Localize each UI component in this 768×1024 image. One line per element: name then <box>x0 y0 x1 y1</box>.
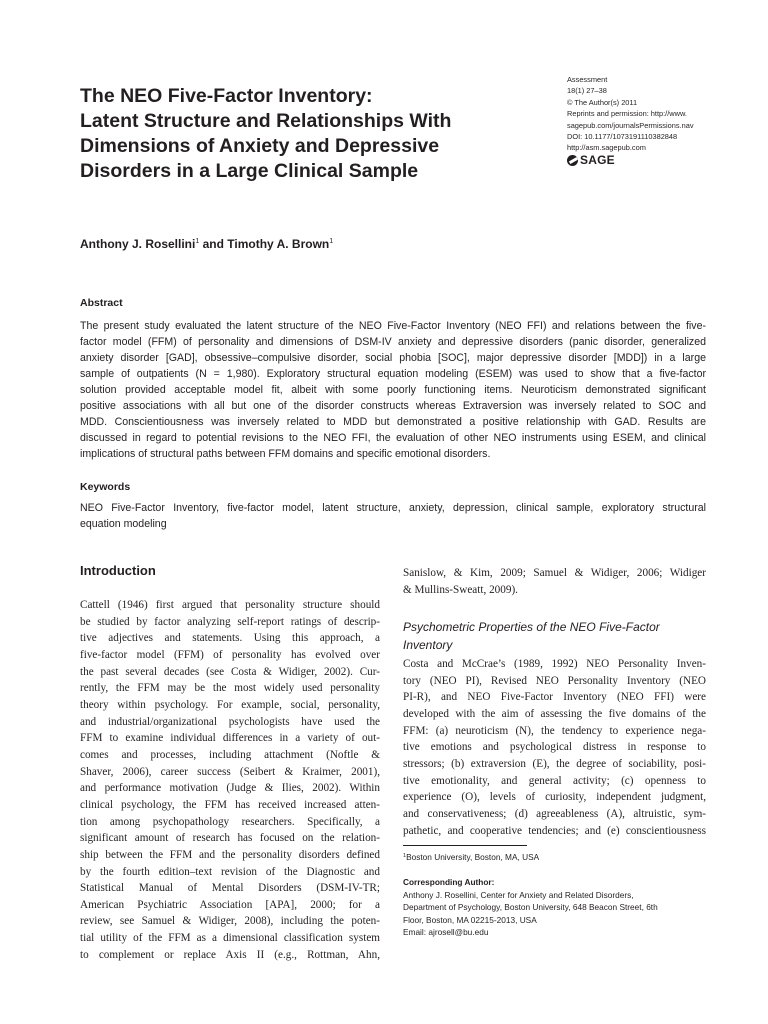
introduction-right-column <box>403 565 706 598</box>
keywords-line: NEO Five-Factor Inventory, five-factor model, latent structure, anxiety, depression, clinical sample, exploratory structural <box>80 502 706 514</box>
body-line: experience (O), levels of curiosity, independent judgment, <box>403 791 706 804</box>
abstract-line: discussed in regard to potential revisions to the NEO FFI, the evaluation of other NEO instruments using ESEM, and clinical <box>80 432 706 444</box>
footnote-divider <box>403 845 527 846</box>
body-line: review, see Samuel & Widiger, 2008), including the poten- <box>80 915 380 928</box>
journal-info <box>567 74 737 166</box>
body-line: tive adjectives and statements. Using this approach, a <box>80 632 380 645</box>
title-line: Disorders in a Large Clinical Sample <box>80 160 419 182</box>
body-line: & Mullins-Sweatt, 2009). <box>403 583 518 596</box>
abstract-line: solution provided acceptable model fit, albeit with some poorly functioning items. Neuroticism demonstrated significant <box>80 384 706 396</box>
body-line: five-factor model (FFM) of personality has evolved over <box>80 648 380 661</box>
affiliation-marker: 1 <box>195 238 200 245</box>
body-line: Sanislow, & Kim, 2009; Samuel & Widiger, 2006; Widiger <box>403 567 706 579</box>
publisher-name: SAGE <box>580 152 615 167</box>
abstract-line: MDD. Conscientiousness was inversely related to MDD but demonstrated a positive relationship with GAD. Results are <box>80 416 706 428</box>
body-line: rently, the FFM may be the most widely used personality <box>80 682 380 695</box>
affiliation-marker: 1 <box>329 238 334 245</box>
abstract-line: implications of structural paths between FFM domains and specific emotional disorders. <box>80 448 491 460</box>
subsection-heading-line: Psychometric Properties of the NEO Five-Factor <box>403 620 660 634</box>
subsection-heading <box>403 618 706 654</box>
body-line: tion among psychopathology researchers. Specifically, a <box>80 815 380 828</box>
corresponding-author-heading: Corresponding Author: <box>403 877 495 887</box>
sage-logo-icon <box>567 155 578 166</box>
title-line: Latent Structure and Relationships With <box>80 110 452 132</box>
article-title <box>80 84 530 184</box>
body-line: theory within psychology. For example, social, personality, <box>80 698 380 711</box>
journal-volume: 18(1) 27–38 <box>567 86 607 96</box>
abstract-line: anxiety disorder [GAD], obsessive–compulsive disorder, social phobia [SOC], major depressive disorder [MDD]) in a large <box>80 352 706 364</box>
title-line: The NEO Five-Factor Inventory: <box>80 85 373 107</box>
author-connector: and <box>199 237 228 251</box>
sage-logo <box>567 152 737 167</box>
body-line: be studied by factor analyzing self-report ratings of descrip- <box>80 615 380 628</box>
abstract-line: factor model (FFM) of personality and dimensions of DSM-IV anxiety and depressive disorders (panic disorder, generalized <box>80 336 706 348</box>
body-line: stressors; (b) extraversion (E), the degree of sociability, posi- <box>403 757 706 770</box>
introduction-heading: Introduction <box>80 563 156 578</box>
body-line: clinical psychology, the FFM has received increased atten- <box>80 798 380 811</box>
title-line: Dimensions of Anxiety and Depressive <box>80 135 440 157</box>
body-line: and performance motivation (Judge & Ilies, 2002). Within <box>80 782 380 795</box>
author-name: Anthony J. Rosellini <box>80 237 196 251</box>
reprints-line: Reprints and permission: http://www. <box>567 109 687 119</box>
body-line: Cattell (1946) first argued that personality structure should <box>80 599 380 611</box>
body-line: Statistical Manual of Mental Disorders (DSM-IV-TR; <box>80 882 380 895</box>
copyright: © The Author(s) 2011 <box>567 97 638 107</box>
body-line: by the fourth edition–text revision of the Diagnostic and <box>80 865 380 878</box>
body-line: PI-R), and NEO Five-Factor Inventory (NEO FFI) were <box>403 691 706 704</box>
body-line: ship between the FFM and the personality disorders defined <box>80 848 380 861</box>
subsection-heading-line: Inventory <box>403 638 453 652</box>
body-line: pathetic, and cooperative tendencies; and (e) conscientiousness <box>403 824 706 837</box>
body-line: Shaver, 2006), career success (Seibert & Kraimer, 2001), <box>80 765 380 778</box>
body-line: tory (NEO PI), Revised NEO Personality Inventory (NEO <box>403 674 706 687</box>
affiliation-footnote <box>403 852 539 862</box>
corresponding-email[interactable]: Email: ajrosell@bu.edu <box>403 927 489 937</box>
body-line: and conservativeness; (d) agreeableness (A), altruistic, sym- <box>403 807 706 820</box>
keywords-body <box>80 500 706 532</box>
corresponding-line: Floor, Boston, MA 02215-2013, USA <box>403 914 537 925</box>
affiliation-marker: 1 <box>403 853 407 859</box>
body-line: comes and processes, including attachment (Noftle & <box>80 748 380 761</box>
body-line: and industrial/organizational psychologists have used the <box>80 715 380 728</box>
author-line <box>80 237 333 251</box>
keywords-line: equation modeling <box>80 518 167 530</box>
body-line: tial utility of the FFM as a dimensional classification system <box>80 932 380 945</box>
abstract-heading: Abstract <box>80 297 123 309</box>
doi: DOI: 10.1177/1073191110382848 <box>567 132 678 142</box>
corresponding-line: Anthony J. Rosellini, Center for Anxiety and Related Disorders, <box>403 889 634 900</box>
corresponding-author <box>403 876 658 939</box>
body-line: to complement or replace Axis II (e.g., Rottman, Ahn, <box>80 948 380 961</box>
body-line: tive emotionality, and general activity; (c) openness to <box>403 774 706 787</box>
body-line: tive emotions and psychological distress in response to <box>403 741 706 754</box>
keywords-heading: Keywords <box>80 481 131 493</box>
journal-name: Assessment <box>567 75 608 84</box>
abstract-body <box>80 318 706 462</box>
corresponding-line: Department of Psychology, Boston University, 648 Beacon Street, 6th <box>403 902 658 912</box>
abstract-line: positive associations with all but one of the disorder constructs whereas Extraversion was inversely related to SOC and <box>80 400 706 412</box>
body-line: significant amount of research has focused on the relation- <box>80 832 380 845</box>
body-line: developed with the aim of assessing the five domains of the <box>403 707 706 720</box>
abstract-line: sample of outpatients (N = 1,980). Exploratory structural equation modeling (ESEM) was used to show that a five-factor <box>80 368 706 380</box>
body-line: FFM: (a) neuroticism (N), the tendency to experience nega- <box>403 724 706 737</box>
introduction-left-column <box>80 597 380 963</box>
author-name: Timothy A. Brown <box>227 237 330 251</box>
journal-url[interactable]: http://asm.sagepub.com <box>567 143 646 153</box>
reprints-link[interactable]: sagepub.com/journalsPermissions.nav <box>567 120 694 130</box>
subsection-body <box>403 656 706 839</box>
body-line: Costa and McCrae’s (1989, 1992) NEO Personality Inven- <box>403 658 706 670</box>
body-line: FFM to examine individual differences in a variety of out- <box>80 732 380 745</box>
body-line: the past several decades (see Costa & Widiger, 2002). Cur- <box>80 665 380 678</box>
body-line: American Psychiatric Association [APA], 2000; for a <box>80 898 380 911</box>
abstract-line: The present study evaluated the latent structure of the NEO Five-Factor Inventory (NEO FFI) and relations between the five- <box>80 320 706 332</box>
affiliation-text: Boston University, Boston, MA, USA <box>406 852 540 862</box>
